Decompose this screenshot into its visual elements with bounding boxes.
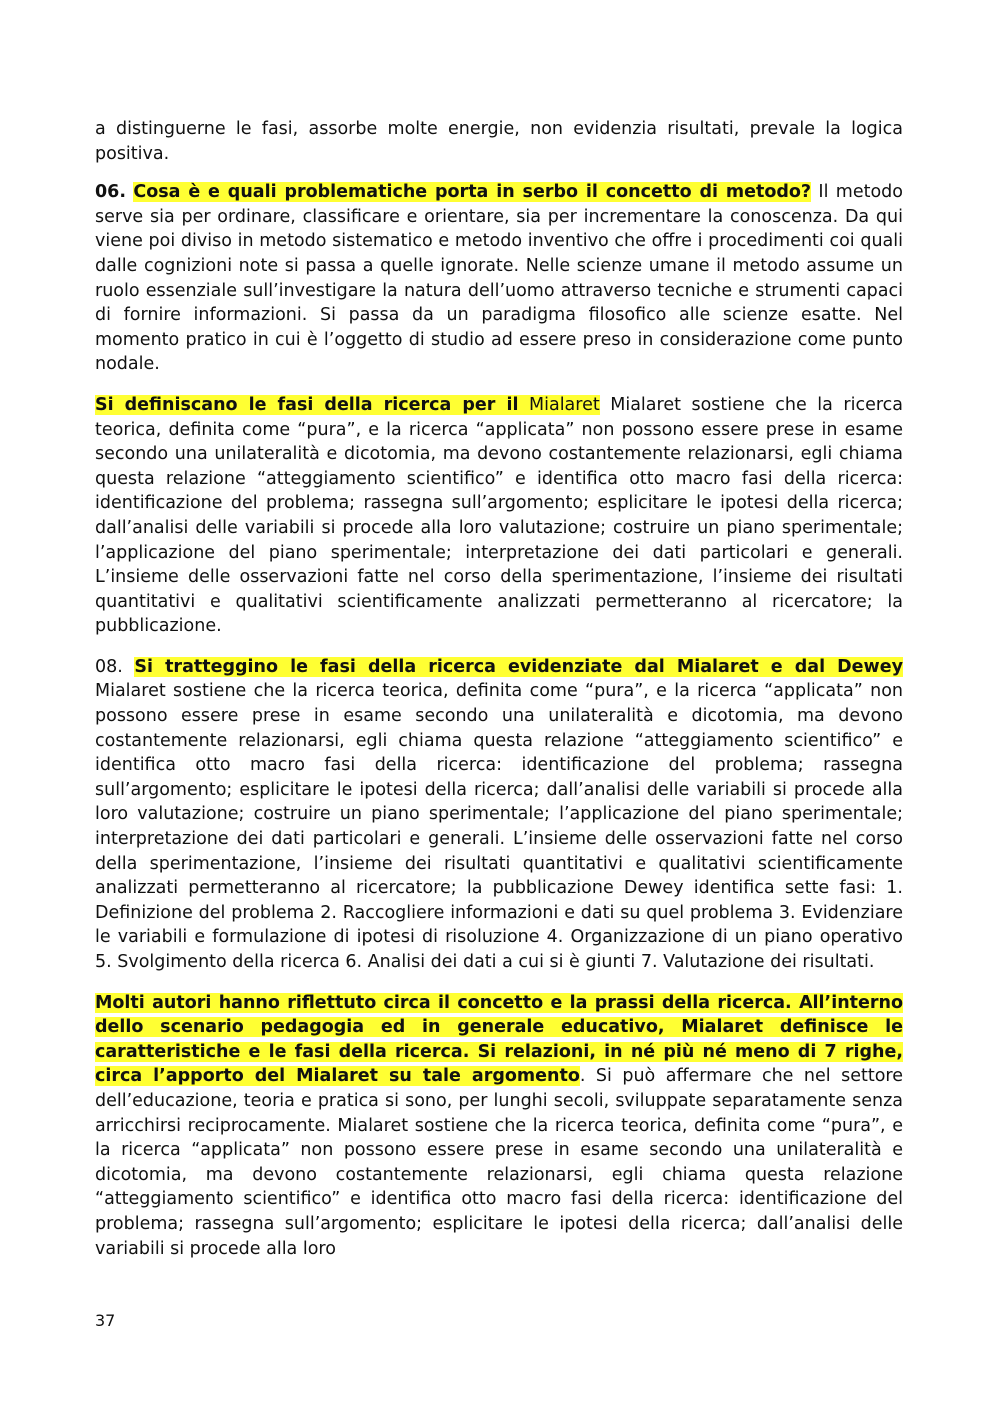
document-body — [95, 117, 903, 1277]
page-number: 37 — [95, 1311, 116, 1330]
question-08-paragraph — [95, 655, 903, 975]
question-fasi-mialaret-paragraph — [95, 393, 903, 639]
answer-text: . Si può affermare che nel settore dell’educazione, teoria e pratica si sono, per lunghi secoli, sviluppate separatamente senza arricchirsi reciprocamente. Mialaret sostiene che la ricerca teorica, definita come “pura”, e la ricerca “applicata” non possono essere prese in esame secondo una unilateralità e dicotomia, ma devono costantemente relazionarsi, egli chiama questa relazione “atteggiamento scientifico” e identifica otto macro fasi della ricerca: identificazione del problema; rassegna sull’argomento; esplicitare le ipotesi della ricerca; dall’analisi delle variabili si procede alla loro — [95, 1066, 903, 1259]
paragraph-text: a distinguerne le fasi, assorbe molte energie, non evidenzia risultati, prevale la logica positiva. — [95, 119, 903, 164]
highlighted-question-tail: Mialaret — [518, 394, 600, 415]
question-number: 06. — [95, 182, 127, 203]
answer-text: Mialaret sostiene che la ricerca teorica, definita come “pura”, e la ricerca “applicata” non possono essere prese in esame secondo una unilateralità e dicotomia, ma devono costantemente relazionarsi, egli chiama questa relazione “atteggiamento scientifico” e identifica otto macro fasi della ricerca: identificazione del problema; rassegna sull’argomento; esplicitare le ipotesi della ricerca; dall’analisi delle variabili si procede alla loro valutazione; costruire un piano sperimentale; l’applicazione del piano sperimentale; interpretazione dei dati particolari e generali. L’insieme delle osservazioni fatte nel corso della sperimentazione, l’insieme dei risultati quantitativi e qualitativi scientificamente analizzati permetteranno al ricercatore; la pubblicazione. — [95, 394, 903, 637]
question-06-paragraph — [95, 180, 903, 377]
highlighted-question: Molti autori hanno riflettuto circa il concetto e la prassi della ricerca. All’interno dello scenario pedagogia ed in generale educativo, Mialaret definisce le caratteristiche e le fasi della ricerca. Si relazioni, in né più né meno di 7 righe, circa l’apporto del Mialaret su tale argomento — [95, 992, 903, 1087]
answer-text: Il metodo serve sia per ordinare, classificare e orientare, sia per incrementare la conoscenza. Da qui viene poi diviso in metodo sistematico e metodo inventivo che offre i procedimenti coi quali dalle cognizioni note si passa a quelle ignorate. Nelle scienze umane il metodo assume un ruolo essenziale sull’investigare la natura dell’uomo attraverso tecniche e strumenti capaci di fornire informazioni. Si passa da un paradigma filosofico alle scienze esatte. Nel momento pratico in cui è l’oggetto di studio ad essere preso in considerazione come punto nodale. — [95, 182, 903, 375]
highlighted-question: Si definiscano le fasi della ricerca per il — [95, 394, 519, 415]
paragraph-continuation — [95, 117, 903, 166]
answer-text: Mialaret sostiene che la ricerca teorica, definita come “pura”, e la ricerca “applicata” non possono essere prese in esame secondo una unilateralità e dicotomia, ma devono costantemente relazionarsi, egli chiama questa relazione “atteggiamento scientifico” e identifica otto macro fasi della ricerca: identificazione del problema; rassegna sull’argomento; esplicitare le ipotesi della ricerca; dall’analisi delle variabili si procede alla loro valutazione; costruire un piano sperimentale; l’applicazione del piano sperimentale; interpretazione dei dati particolari e generali. L’insieme delle osservazioni fatte nel corso della sperimentazione, l’insieme dei risultati quantitativi e qualitativi scientificamente analizzati permetteranno al ricercatore; la pubblicazione Dewey identifica sette fasi: 1. Definizione del problema 2. Raccogliere informazioni e dati su quel problema 3. Evidenziare le variabili e formulazione di ipotesi di risoluzione 4. Organizzazione di un piano operativo 5. Svolgimento della ricerca 6. Analisi dei dati a cui si è giunti 7. Valutazione dei risultati. — [95, 681, 903, 972]
highlighted-question: Cosa è e quali problematiche porta in serbo il concetto di metodo? — [133, 182, 812, 203]
question-number: 08. — [95, 656, 135, 677]
question-mialaret-apporto-paragraph — [95, 991, 903, 1262]
highlighted-question: Si tratteggino le fasi della ricerca evidenziate dal Mialaret e dal Dewey — [134, 656, 903, 677]
